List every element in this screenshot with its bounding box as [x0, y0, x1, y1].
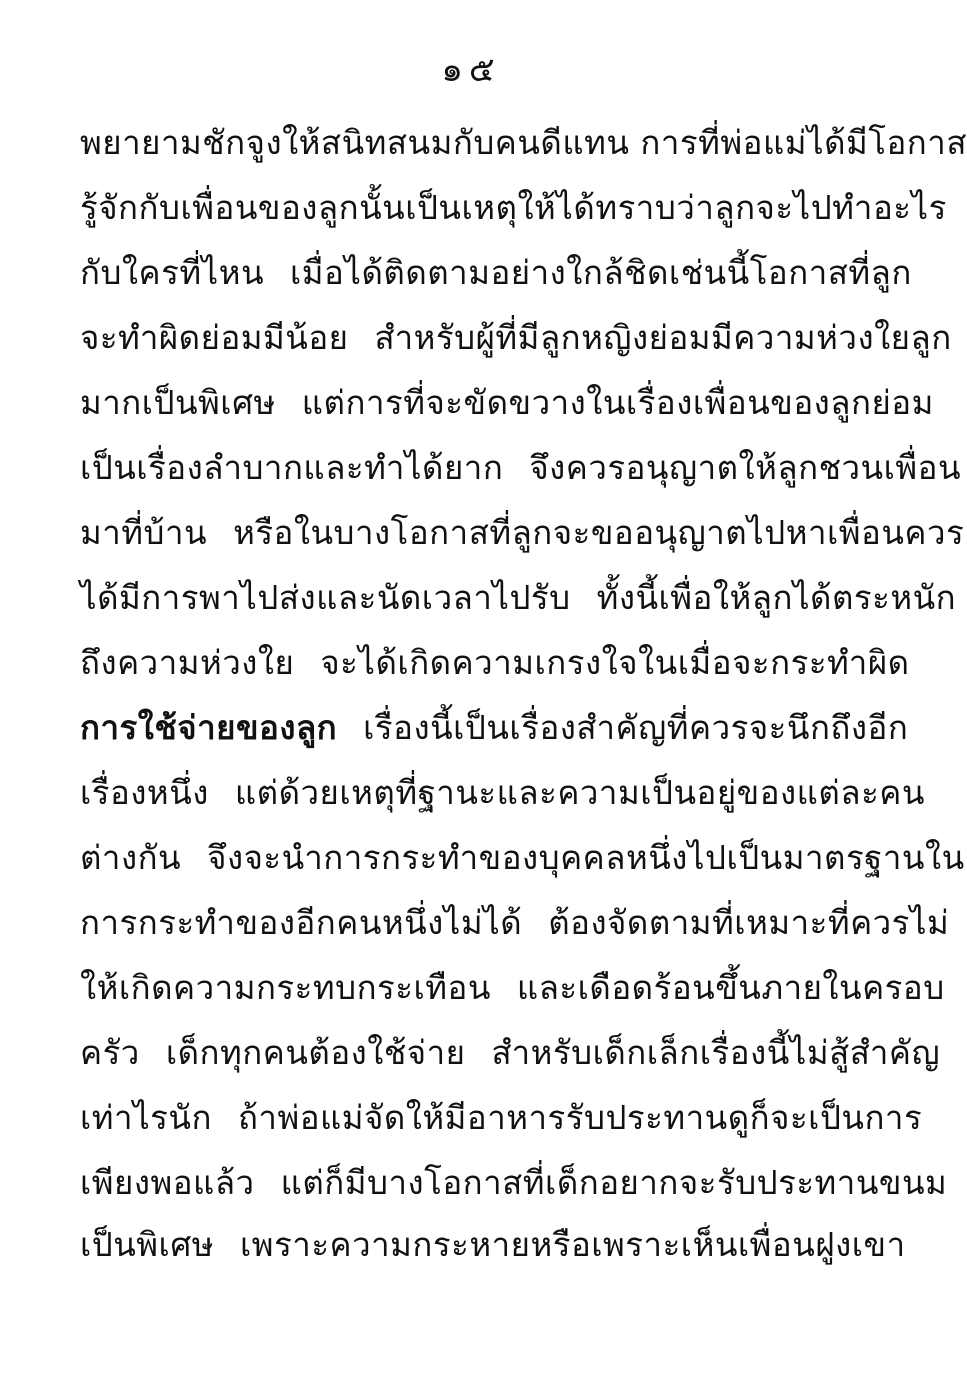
text-line — [80, 630, 910, 695]
text-segment: เท่าไรนัก — [80, 1098, 212, 1137]
text-segment: ได้มีการพาไปส่งและนัดเวลาไปรับ — [80, 578, 571, 617]
body-text — [80, 110, 967, 1275]
text-segment: และเดือดร้อนขึ้นภายในครอบ — [516, 968, 945, 1007]
text-line — [80, 435, 962, 500]
text-segment: สำหรับเด็กเล็กเรื่องนี้ไม่สู้สำคัญ — [491, 1033, 941, 1072]
text-segment: หรือในบางโอกาสที่ลูกจะขออนุญาตไปหาเพื่อนควร — [233, 513, 965, 552]
text-line — [80, 890, 950, 955]
text-segment: เป็นพิเศษ — [80, 1225, 215, 1264]
text-segment: จะทำผิดย่อมมีน้อย — [80, 318, 349, 357]
text-line — [80, 1085, 923, 1150]
text-line — [80, 500, 965, 565]
text-segment: พยายามชักจูงให้สนิทสนมกับคนดีแทน การที่พ่อแม่ได้มีโอกาส — [80, 123, 967, 162]
text-line — [80, 1215, 906, 1275]
text-segment: ต่างกัน — [80, 838, 182, 877]
text-segment: เมื่อได้ติดตามอย่างใกล้ชิดเช่นนี้โอกาสที่ลูก — [290, 253, 912, 292]
text-segment: เป็นเรื่องลำบากและทำได้ยาก — [80, 448, 504, 487]
text-line — [80, 1020, 941, 1085]
text-line — [80, 565, 957, 630]
text-segment: เด็กทุกคนต้องใช้จ่าย — [165, 1033, 466, 1072]
text-segment: กับใครที่ไหน — [80, 253, 265, 292]
text-segment: เพียงพอแล้ว — [80, 1163, 255, 1202]
text-segment: จึงควรอนุญาตให้ลูกชวนเพื่อน — [529, 448, 962, 487]
text-segment: เรื่องหนึ่ง — [80, 773, 209, 812]
text-segment: เรื่องนี้เป็นเรื่องสำคัญที่ควรจะนึกถึงอีก — [363, 708, 909, 747]
text-segment: เพราะความกระหายหรือเพราะเห็นเพื่อนฝูงเขา — [240, 1225, 906, 1264]
text-segment: รู้จักกับเพื่อนของลูกนั้นเป็นเหตุให้ได้ทราบว่าลูกจะไปทำอะไร — [80, 188, 947, 227]
text-segment: ทั้งนี้เพื่อให้ลูกได้ตระหนัก — [596, 578, 957, 617]
text-line — [80, 695, 909, 760]
text-line — [80, 305, 952, 370]
text-segment: มากเป็นพิเศษ — [80, 383, 276, 422]
text-line — [80, 955, 945, 1020]
text-segment: จะได้เกิดความเกรงใจในเมื่อจะกระทำผิด — [320, 643, 910, 682]
text-line — [80, 760, 925, 825]
text-line — [80, 175, 947, 240]
text-line — [80, 240, 912, 305]
text-segment: มาที่บ้าน — [80, 513, 208, 552]
text-segment: จึงจะนำการกระทำของบุคคลหนึ่งไปเป็นมาตรฐานใน — [207, 838, 965, 877]
text-segment: ต้องจัดตามที่เหมาะที่ควรไม่ — [548, 903, 950, 942]
text-segment: แต่ก็มีบางโอกาสที่เด็กอยากจะรับประทานขนม — [280, 1163, 948, 1202]
text-line — [80, 110, 967, 175]
text-segment: ครัว — [80, 1033, 140, 1072]
text-segment: ถ้าพ่อแม่จัดให้มีอาหารรับประทานดูก็จะเป็นการ — [237, 1098, 923, 1137]
text-line — [80, 370, 934, 435]
text-segment: ถึงความห่วงใย — [80, 643, 295, 682]
text-segment: ให้เกิดความกระทบกระเทือน — [80, 968, 491, 1007]
text-segment: สำหรับผู้ที่มีลูกหญิงย่อมมีความห่วงใยลูก — [374, 318, 952, 357]
text-segment: แต่การที่จะขัดขวางในเรื่องเพื่อนของลูกย่อม — [301, 383, 934, 422]
text-line — [80, 825, 965, 890]
section-heading: การใช้จ่ายของลูก — [80, 708, 338, 747]
page-number: ๑๕ — [441, 50, 501, 90]
text-segment: การกระทำของอีกคนหนึ่งไม่ได้ — [80, 903, 523, 942]
text-segment: แต่ด้วยเหตุที่ฐานะและความเป็นอยู่ของแต่ละคน — [234, 773, 925, 812]
text-line — [80, 1150, 948, 1215]
